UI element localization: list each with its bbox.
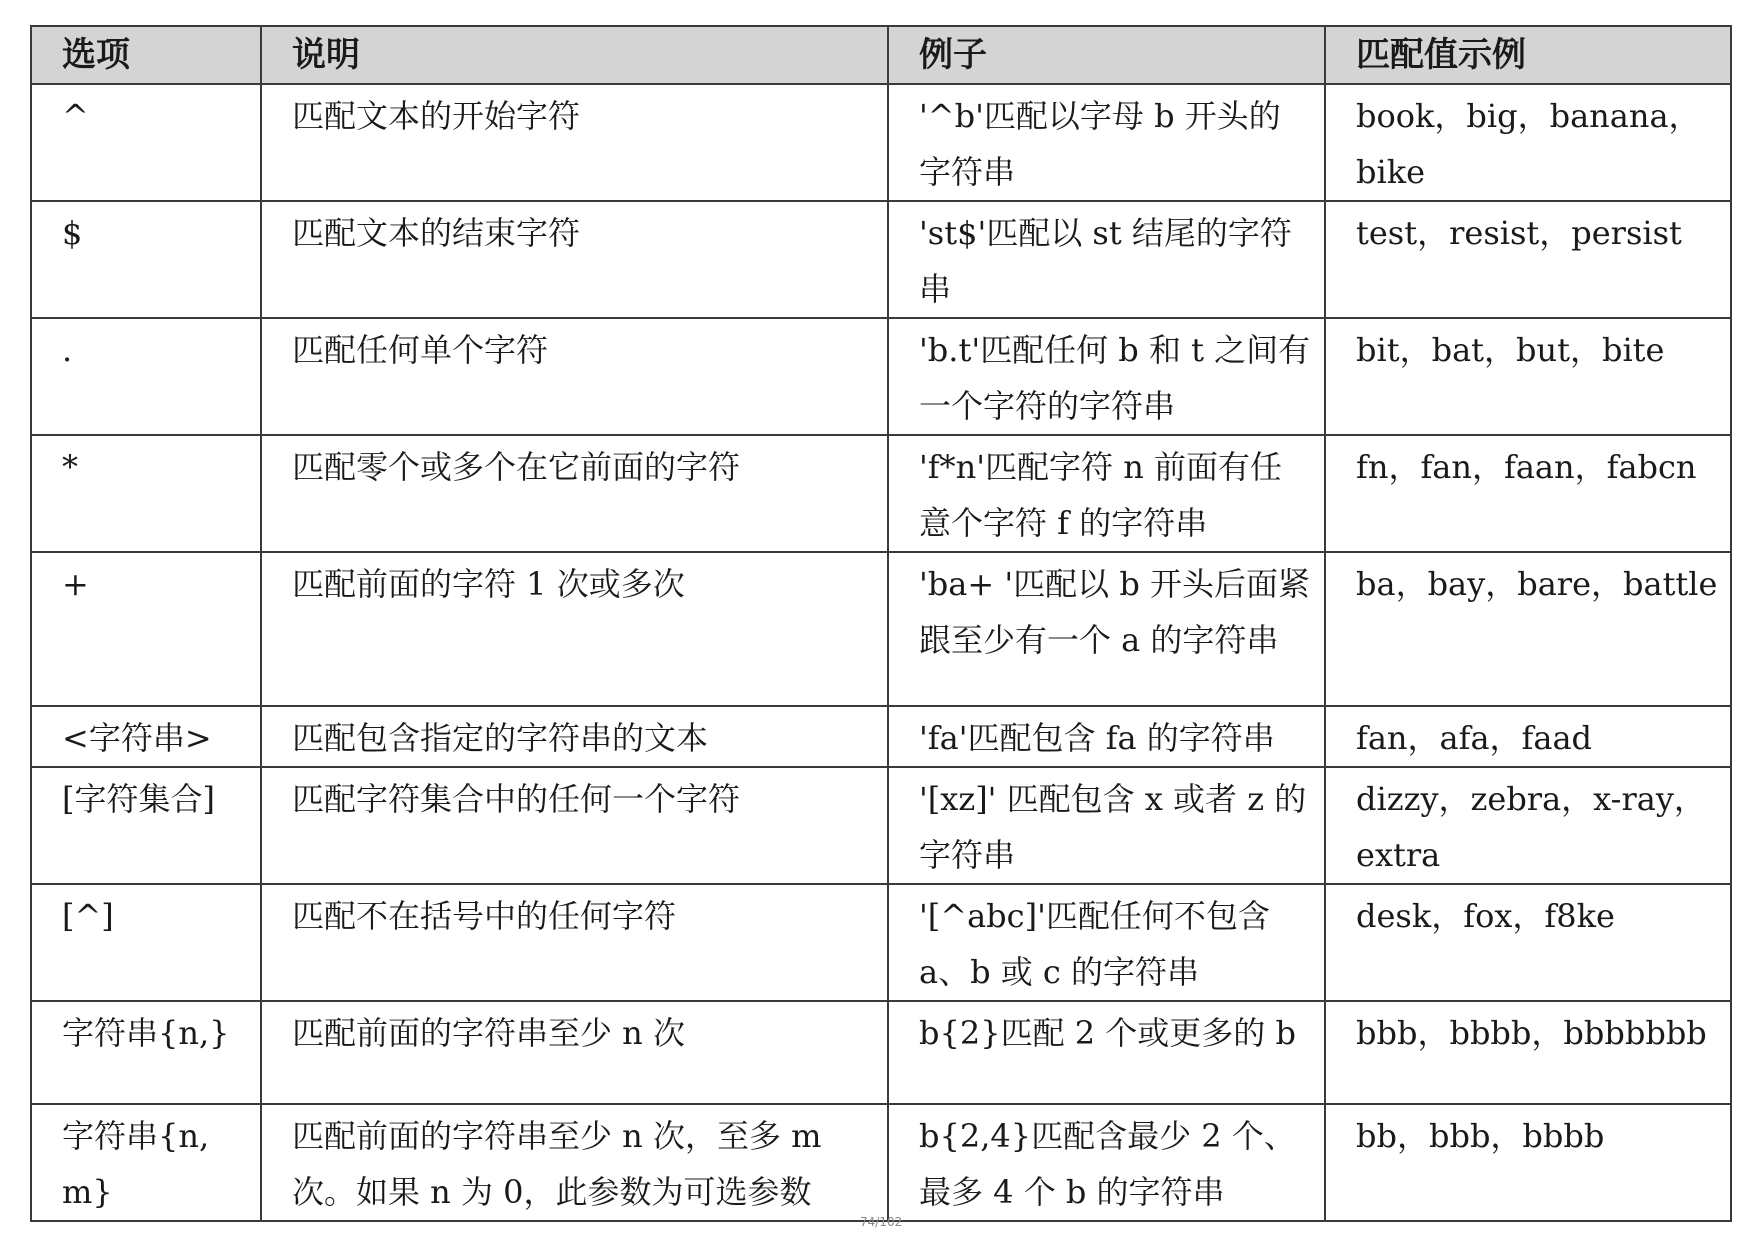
cell-description: 匹配前面的字符 1 次或多次 [261,552,888,706]
cell-description: 匹配字符集合中的任何一个字符 [261,767,888,884]
cell-example: '^b'匹配以字母 b 开头的字符串 [888,84,1325,201]
table-row [31,1001,1731,1104]
cell-example: 'b.t'匹配任何 b 和 t 之间有一个字符的字符串 [888,318,1325,435]
cell-description: 匹配文本的结束字符 [261,201,888,318]
cell-option: 字符串{n,} [31,1001,261,1104]
header-option: 选项 [31,26,261,84]
cell-example: b{2}匹配 2 个或更多的 b [888,1001,1325,1104]
table-row [31,884,1731,1001]
cell-match-sample: desk，fox，f8ke [1325,884,1731,1001]
table-row [31,84,1731,201]
table-row [31,435,1731,552]
cell-example: b{2,4}匹配含最少 2 个、最多 4 个 b 的字符串 [888,1104,1325,1221]
table-row [31,706,1731,767]
cell-option: <字符串> [31,706,261,767]
page-number: 74/102 [860,1215,903,1229]
cell-match-sample: ba，bay，bare，battle [1325,552,1731,706]
header-description: 说明 [261,26,888,84]
cell-match-sample: dizzy，zebra，x-ray，extra [1325,767,1731,884]
cell-description: 匹配不在括号中的任何字符 [261,884,888,1001]
cell-match-sample: fan，afa，faad [1325,706,1731,767]
cell-example: '[^abc]'匹配任何不包含 a、b 或 c 的字符串 [888,884,1325,1001]
cell-example: 'ba+ '匹配以 b 开头后面紧跟至少有一个 a 的字符串 [888,552,1325,706]
cell-example: '[xz]' 匹配包含 x 或者 z 的字符串 [888,767,1325,884]
cell-option: 字符串{n,m} [31,1104,261,1221]
cell-description: 匹配前面的字符串至少 n 次，至多 m 次。如果 n 为 0，此参数为可选参数 [261,1104,888,1221]
cell-example: 'f*n'匹配字符 n 前面有任意个字符 f 的字符串 [888,435,1325,552]
cell-option: [^] [31,884,261,1001]
cell-option: ^ [31,84,261,201]
cell-option: * [31,435,261,552]
cell-match-sample: bbb，bbbb，bbbbbbb [1325,1001,1731,1104]
cell-description: 匹配前面的字符串至少 n 次 [261,1001,888,1104]
table-row [31,201,1731,318]
cell-description: 匹配零个或多个在它前面的字符 [261,435,888,552]
cell-description: 匹配包含指定的字符串的文本 [261,706,888,767]
cell-example: 'st$'匹配以 st 结尾的字符串 [888,201,1325,318]
header-example: 例子 [888,26,1325,84]
table-row [31,1104,1731,1221]
cell-match-sample: fn，fan，faan，fabcn [1325,435,1731,552]
table-row [31,767,1731,884]
cell-example: 'fa'匹配包含 fa 的字符串 [888,706,1325,767]
cell-option: [字符集合] [31,767,261,884]
cell-description: 匹配任何单个字符 [261,318,888,435]
cell-option: . [31,318,261,435]
regex-table [30,25,1732,1222]
cell-match-sample: bb，bbb，bbbb [1325,1104,1731,1221]
cell-match-sample: book，big，banana，bike [1325,84,1731,201]
table-row [31,552,1731,706]
table-row [31,318,1731,435]
cell-option: $ [31,201,261,318]
cell-description: 匹配文本的开始字符 [261,84,888,201]
table-header-row [31,26,1731,84]
cell-match-sample: bit，bat，but，bite [1325,318,1731,435]
cell-option: + [31,552,261,706]
cell-match-sample: test，resist，persist [1325,201,1731,318]
header-match-sample: 匹配值示例 [1325,26,1731,84]
